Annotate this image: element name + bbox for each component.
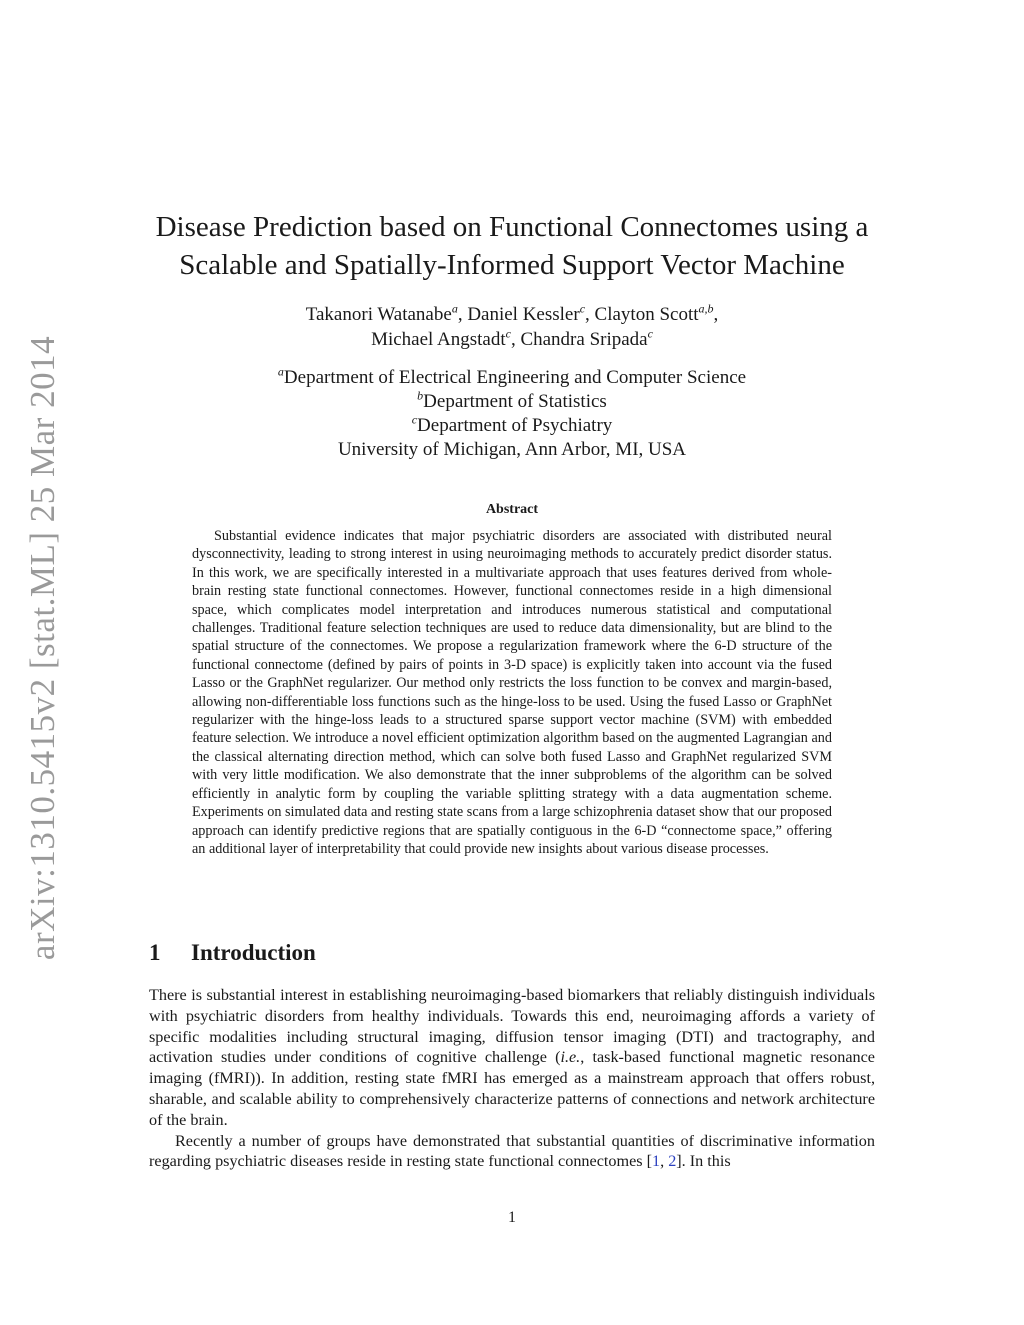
abstract-text: Substantial evidence indicates that major psychiatric disorders are associated with distributed neural dysconnectivity, leading to strong interest in using neuroimaging methods to accurately predict disorder status. In this work, we are specifically interested in a multivariate approach that uses features derived from whole-brain resting state functional connectomes. However, functional connectomes reside in a high dimensional space, which complicates model interpretation and introduces numerous statistical and computational challenges. Traditional feature selection techniques are used to reduce data dimensionality, but are blind to the spatial structure of the connectomes. We propose a regularization framework where the 6-D structure of the functional connectome (defined by pairs of points in 3-D space) is explicitly taken into account via the fused Lasso or the GraphNet regularizer. Our method only restricts the loss function to be convex and margin-based, allowing non-differentiable loss functions such as the hinge-loss to be used. Using the fused Lasso or GraphNet regularizer with the hinge-loss leads to a structured sparse support vector machine (SVM) with embedded feature selection. We introduce a novel efficient optimization algorithm based on the augmented Lagrangian and the classical alternating direction method, which can solve both fused Lasso and GraphNet regularized SVM with very little modification. We also demonstrate that the inner subproblems of the algorithm can be solved efficiently in analytic form by coupling the variable splitting strategy with a data augmentation scheme. Experiments on simulated data and resting state scans from a large schizophrenia dataset show that our proposed approach can identify predictive regions that are spatially contiguous in the 6-D “connectome space,” offering an additional layer of interpretability that could provide new insights about various disease processes. [192,528,832,857]
affiliation-line: $^c$Department of Psychiatry [411,412,613,436]
author-list: Takanori Watanabe$^a$, Daniel Kessler$^c$, Clayton Scott$^{a,b}$, Michael Angstadt$^c$, Chandra Sripada$^c$ [305,301,719,350]
affiliation-mark: a [277,364,284,379]
author-name: Takanori Watanabe [305,304,452,325]
citation-link[interactable]: 1 [652,1152,661,1171]
paper-title: Disease Prediction based on Functional Connectomes using a Scalable and Spatially-Informed Support Vector Machine [155,211,869,281]
affiliation-line: $^a$Department of Electrical Engineering and Computer Science [277,364,747,388]
author-name: Daniel Kessler [467,304,580,325]
author-affiliation-mark: a [451,301,458,316]
section-title: Introduction [191,940,316,965]
arxiv-identifier: arXiv:1310.5415v2 [stat.ML] 25 Mar 2014 [23,335,62,961]
citation-link[interactable]: 2 [668,1152,677,1171]
affiliation-list [150,366,874,462]
author-name: Clayton Scott [594,304,699,325]
affiliation-mark: b [417,388,424,403]
author-affiliation-mark: a,b [698,301,714,316]
affiliation-mark: c [411,412,418,427]
author-affiliation-mark: c [505,326,511,341]
abstract-heading: Abstract [485,502,539,517]
paragraph: There is substantial interest in establishing neuroimaging-based biomarkers that reliably distinguish individuals with psychiatric disorders from healthy individuals. Towards this end, neuroimaging affords a variety of specific modalities including structural imaging, diffusion tensor imaging (DTI) and tractography, and activation studies under conditions of cognitive challenge (i.e., task-based functional magnetic resonance imaging (fMRI)). In addition, resting state fMRI has emerged as a mainstream approach that offers robust, sharable, and scalable ability to comprehensively characterize patterns of connections and network architecture of the brain. [149,986,875,1129]
section-heading [149,940,316,966]
page-number: 1 [508,1209,516,1226]
author-name: Chandra Sripada [520,329,648,350]
author-affiliation-mark: c [579,301,586,316]
paragraph: Recently a number of groups have demonstrated that substantial quantities of discriminative information regarding psychiatric diseases reside in resting state functional connectomes [1, 2]. In this [149,1131,875,1171]
introduction-body [149,985,875,1172]
affiliation-line: $^b$Department of Statistics [417,388,607,412]
author-name: Michael Angstadt [371,329,506,350]
author-affiliation-mark: c [647,326,653,341]
section-number: 1 [149,940,161,965]
affiliation-line: University of Michigan, Ann Arbor, MI, USA [337,439,687,460]
